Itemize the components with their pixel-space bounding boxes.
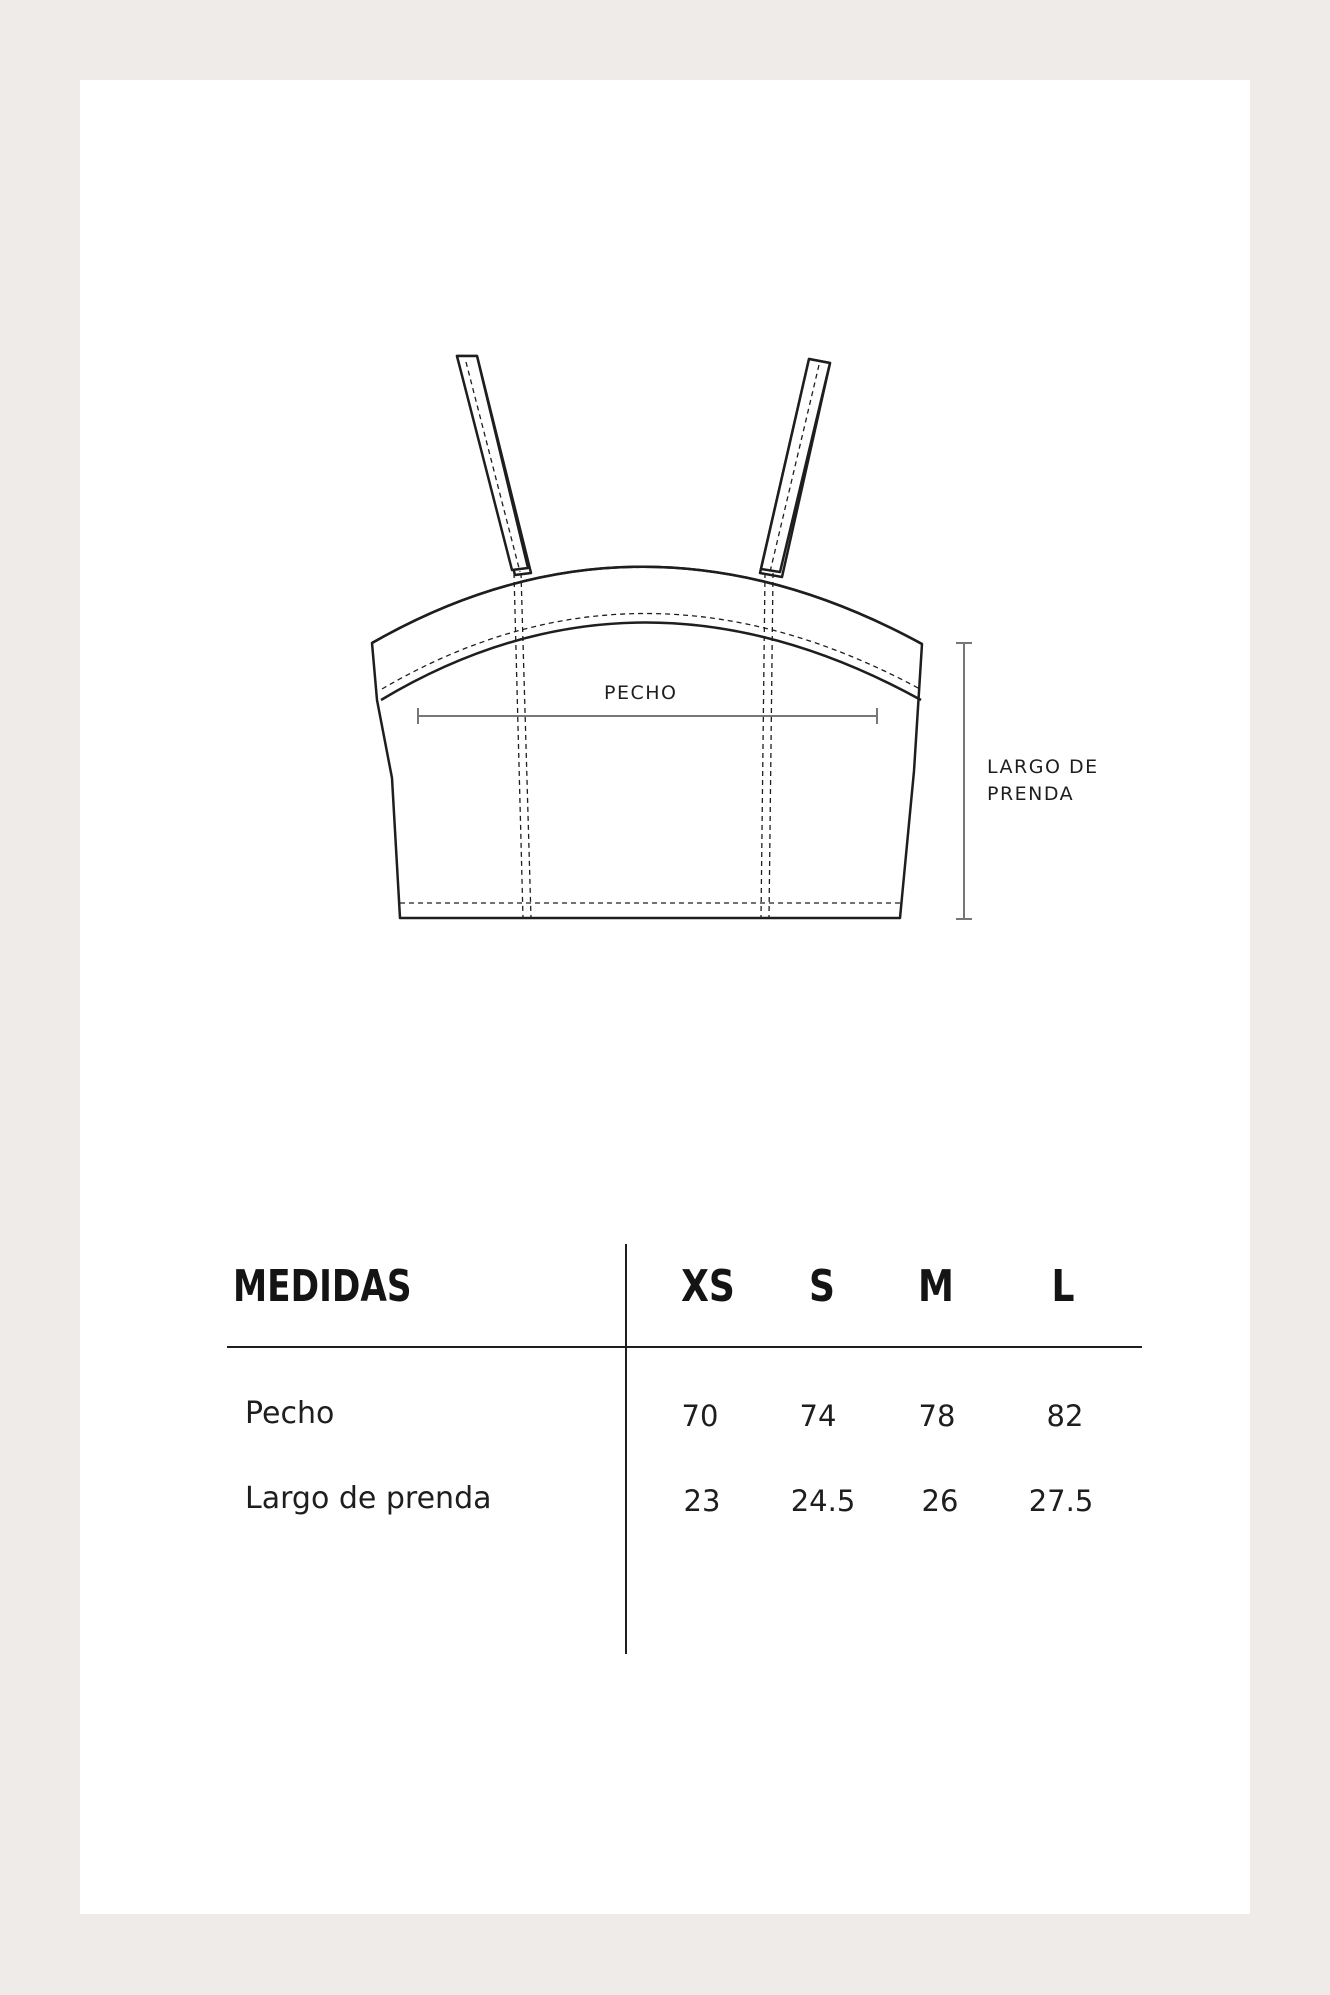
size-header-s: S <box>808 1261 835 1312</box>
row-label-chest: Pecho <box>245 1396 335 1431</box>
cell-length-m: 26 <box>921 1484 959 1518</box>
body-outline <box>372 567 922 918</box>
cell-chest-l: 82 <box>1046 1399 1084 1433</box>
size-header-xs: XS <box>681 1261 735 1312</box>
cell-length-xs: 23 <box>683 1484 721 1518</box>
table-header-divider <box>227 1346 1142 1348</box>
length-label-line1: LARGO DE <box>987 756 1099 778</box>
cell-chest-s: 74 <box>799 1399 837 1433</box>
row-label-length: Largo de prenda <box>245 1481 492 1516</box>
size-guide-card <box>80 80 1250 1914</box>
table-vertical-divider <box>625 1244 627 1654</box>
length-label-line2: PRENDA <box>987 783 1075 805</box>
cell-chest-m: 78 <box>918 1399 956 1433</box>
chest-label: PECHO <box>604 682 678 704</box>
cell-length-l: 27.5 <box>1028 1484 1094 1518</box>
length-measure-line <box>956 643 972 919</box>
size-header-l: L <box>1051 1261 1075 1312</box>
crop-top-drawing <box>80 80 1250 1080</box>
cell-length-s: 24.5 <box>790 1484 856 1518</box>
left-strap <box>457 356 528 570</box>
size-header-m: M <box>918 1261 954 1312</box>
cell-chest-xs: 70 <box>681 1399 719 1433</box>
length-label <box>987 754 1099 808</box>
garment-diagram <box>80 80 1250 1080</box>
table-title: MEDIDAS <box>233 1261 412 1312</box>
